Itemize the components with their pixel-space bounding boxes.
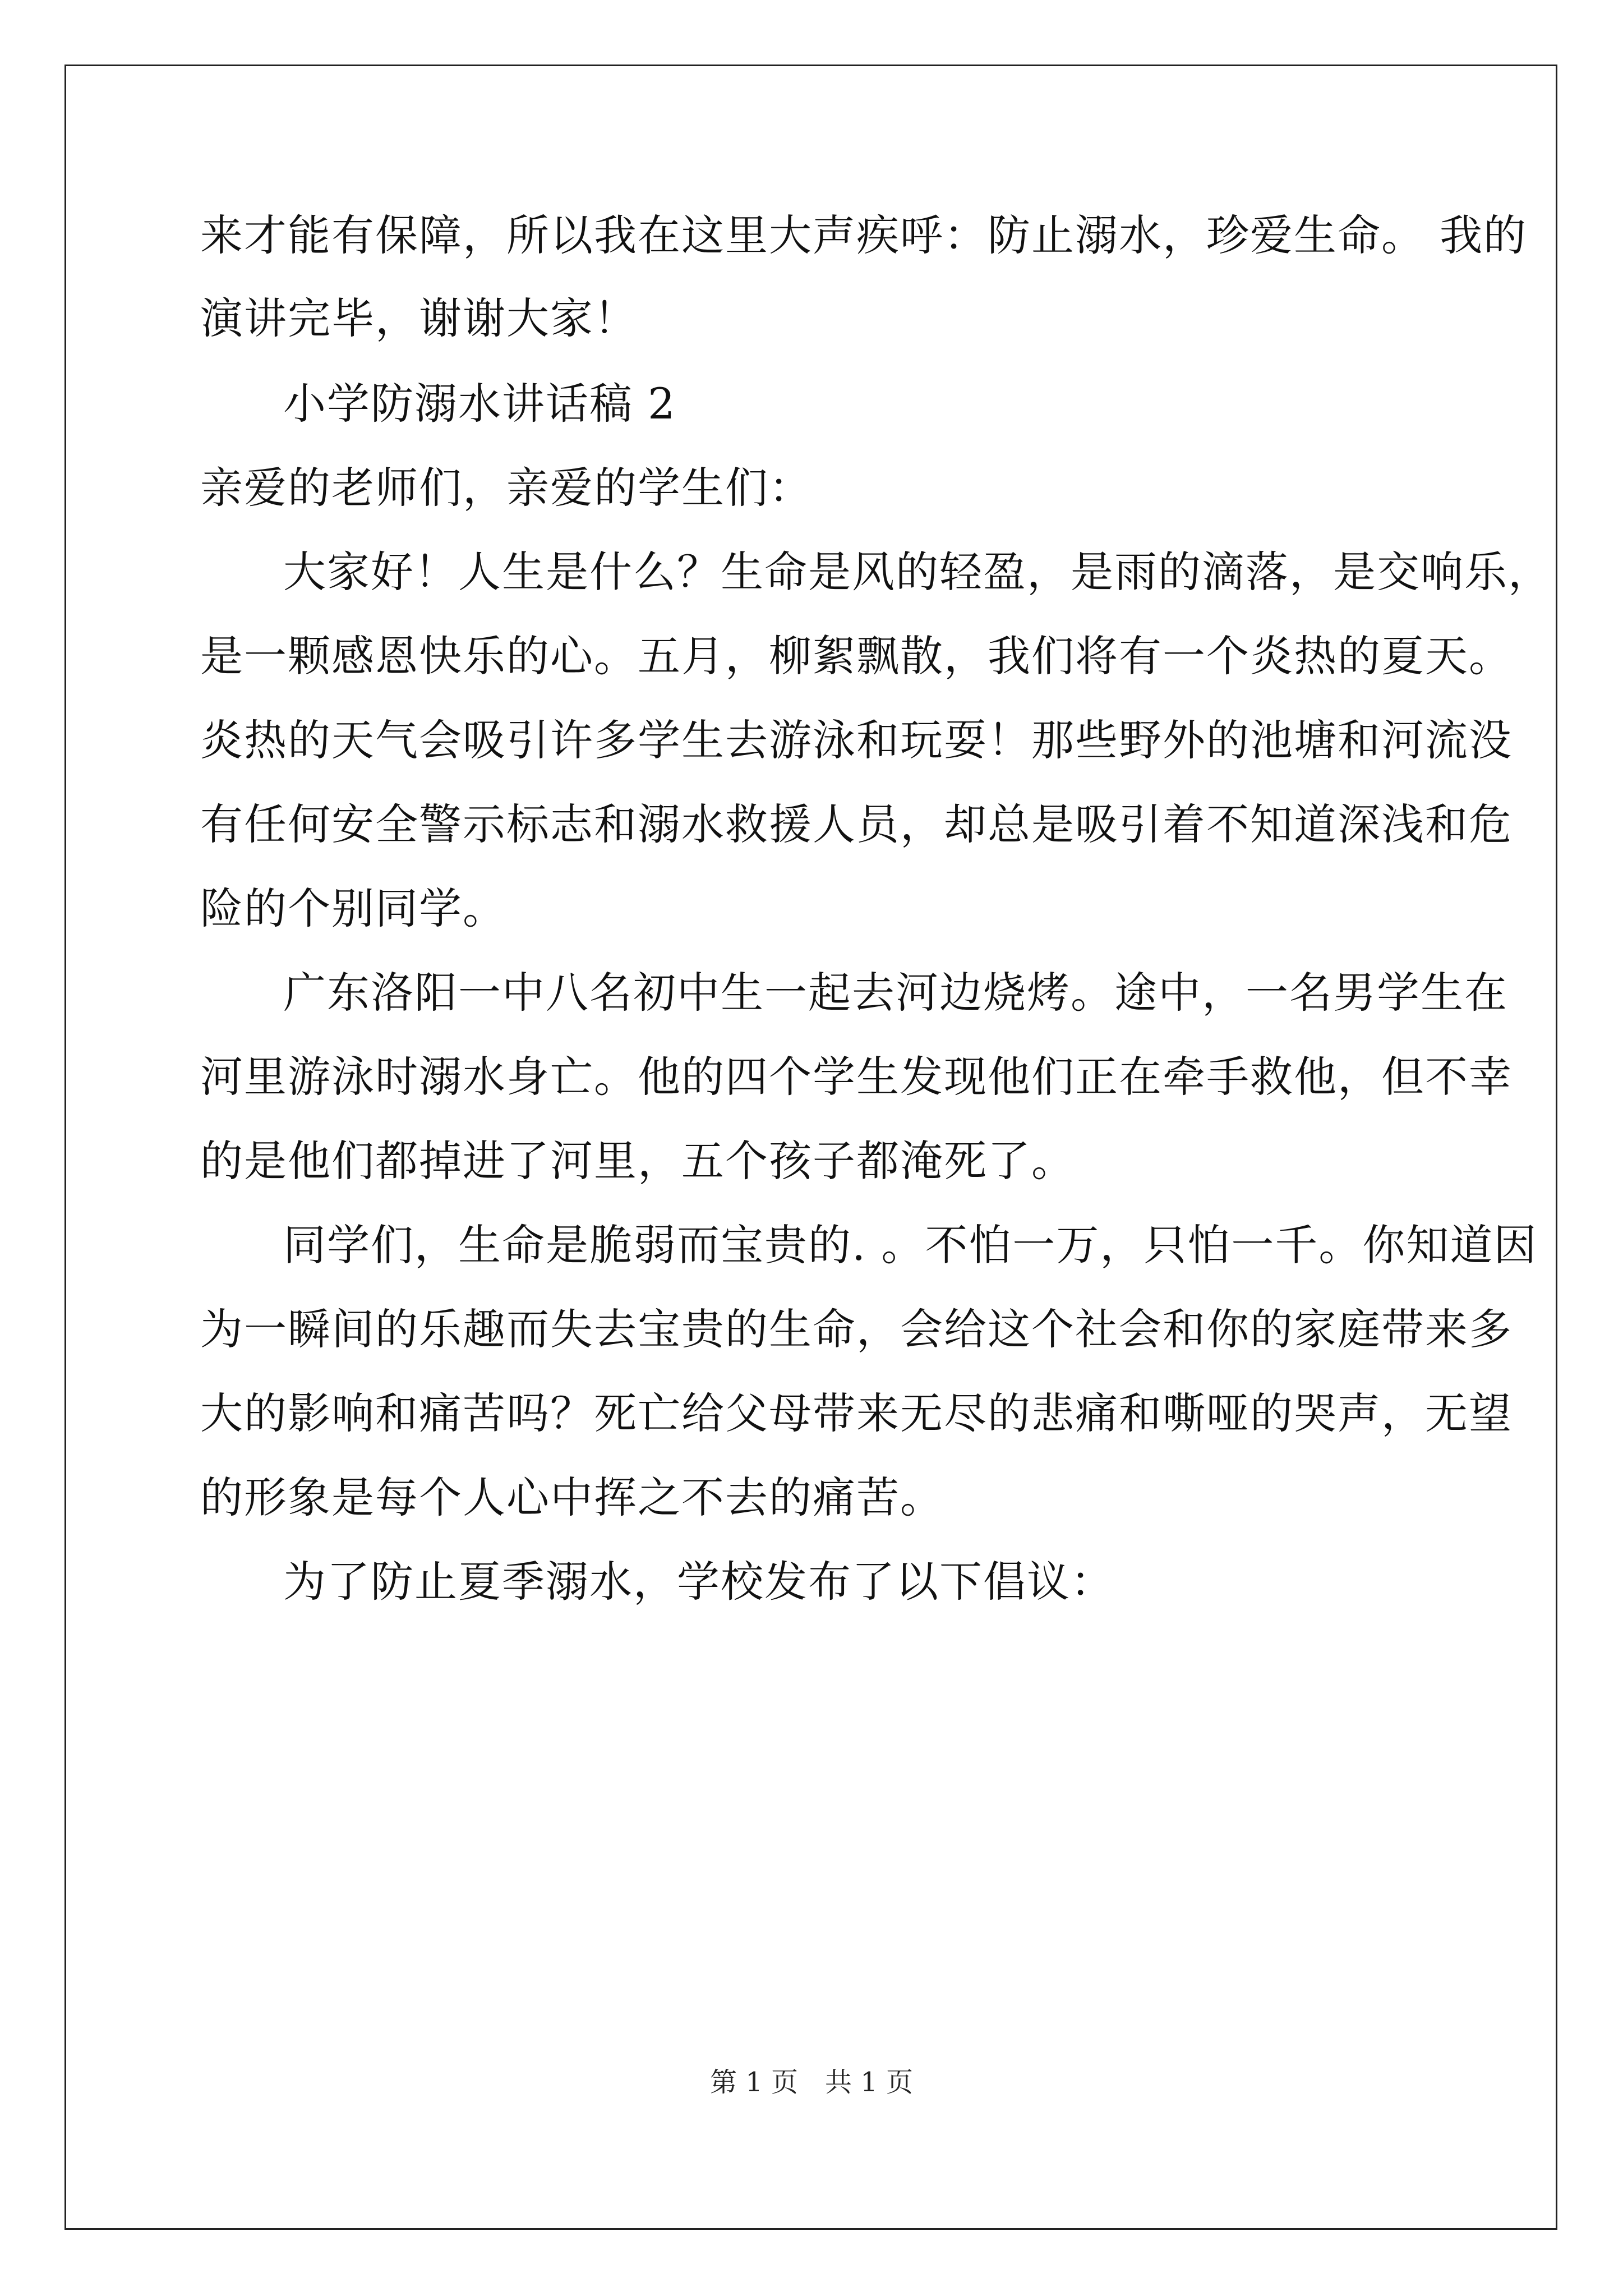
section-title: 小学防溺水讲话稿 2 (283, 379, 676, 429)
page-footer: 第 1 页 共 1 页 (709, 2067, 914, 2098)
text-line: 炎热的天气会吸引许多学生去游泳和玩耍！那些野外的池塘和河流没 (200, 715, 1513, 765)
text-line: 险的个别同学。 (200, 884, 506, 933)
text-line: 广东洛阳一中八名初中生一起去河边烧烤。途中，一名男学生在 (283, 968, 1508, 1018)
text-line: 来才能有保障，所以我在这里大声疾呼：防止溺水，珍爱生命。 我的 (200, 210, 1528, 260)
text-line: 为一瞬间的乐趣而失去宝贵的生命，会给这个社会和你的家庭带来多 (200, 1304, 1513, 1354)
text-line: 有任何安全警示标志和溺水救援人员，却总是吸引着不知道深浅和危 (200, 799, 1513, 849)
text-line: 同学们，生命是脆弱而宝贵的. 。不怕一万，只怕一千。你知道因 (283, 1220, 1538, 1270)
text-line: 的形象是每个人心中挥之不去的痛苦。 (200, 1473, 944, 1522)
text-line: 演讲完毕，谢谢大家！ (200, 293, 638, 343)
text-line: 为了防止夏季溺水，学校发布了以下倡议： (283, 1557, 1114, 1607)
salutation: 亲爱的老师们，亲爱的学生们： (200, 463, 813, 513)
text-line: 的是他们都掉进了河里，五个孩子都淹死了。 (200, 1136, 1075, 1186)
text-line: 大家好！人生是什么？生命是风的轻盈，是雨的滴落，是交响乐， (283, 547, 1552, 597)
text-line: 河里游泳时溺水身亡。他的四个学生发现他们正在牵手救他，但不幸 (200, 1052, 1513, 1102)
text-line: 是一颗感恩快乐的心。五月，柳絮飘散，我们将有一个炎热的夏天。 (200, 631, 1513, 681)
text-line: 大的影响和痛苦吗？死亡给父母带来无尽的悲痛和嘶哑的哭声，无望 (200, 1388, 1513, 1438)
